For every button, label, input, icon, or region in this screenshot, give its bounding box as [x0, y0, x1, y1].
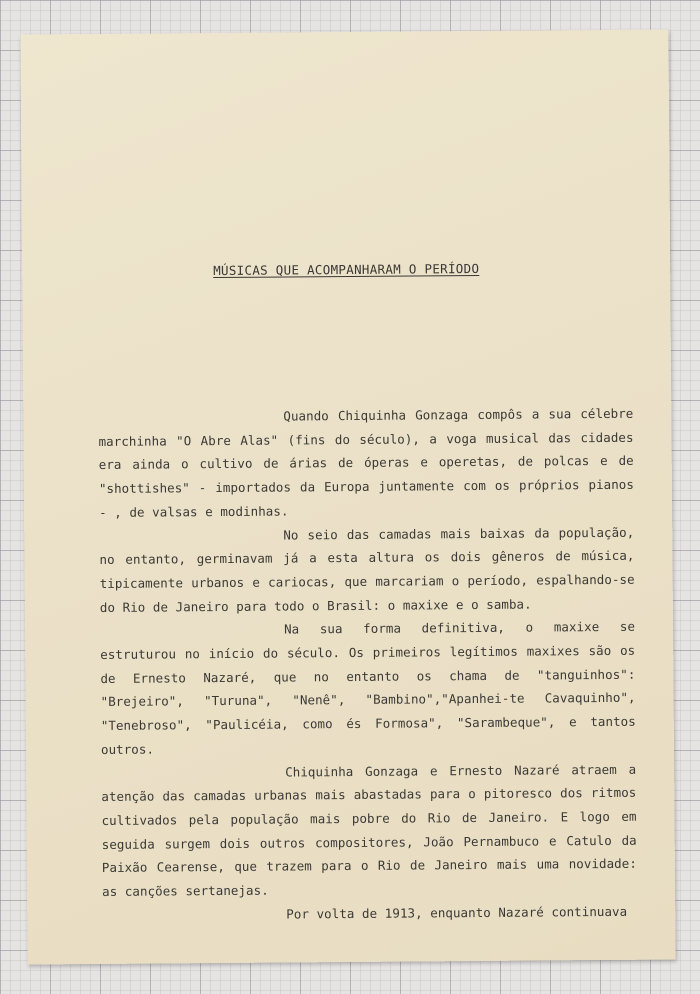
paragraph-3: Na sua forma definitiva, o maxixe se estruturou no início do século. Os primeiros legítimos maxixes são os de Ernesto Nazaré, que no entanto os chama de "tanguinhos": "Brejeiro", "Turuna", "Nenê", "Bambino","Apanhei-te Cavaquinho", "Tenebroso", "Paulicéia, como és Formosa", "Sarambeque", e tantos outros. [100, 619, 636, 757]
paragraph-2: No seio das camadas mais baixas da população, no entanto, germinavam já a esta altura os dois gêneros de música, tipicamente urbanos e cariocas, que marcariam o período, espalhando-se do Rio de Janeiro para todo o Brasil: o maxixe e o samba. [99, 524, 635, 615]
body-text [98, 402, 637, 928]
typewritten-page [20, 29, 675, 964]
paragraph-4: Chiquinha Gonzaga e Ernesto Nazaré atraem a atenção das camadas urbanas mais abastadas para o pitoresco dos ritmos cultivados pela população mais pobre do Rio de Janeiro. E logo em seguida surgem dois outros compositores, João Pernambuco e Catulo da Paixão Cearense, que trazem para o Rio de Janeiro mais uma novidade: as canções sertanejas. [101, 761, 637, 900]
page-title: MÚSICAS QUE ACOMPANHARAM O PERÍODO [213, 260, 480, 279]
paragraph-1: Quando Chiquinha Gonzaga compôs a sua célebre marchinha "O Abre Alas" (fins do século), a voga musical das cidades era ainda o cultivo de árias de óperas e operetas, de polcas e de "shottishes" - importados da Europa juntamente com os próprios pianos - , de valsas e modinhas. [98, 405, 634, 520]
paragraph-5: Por volta de 1913, enquanto Nazaré continuava [286, 903, 628, 922]
